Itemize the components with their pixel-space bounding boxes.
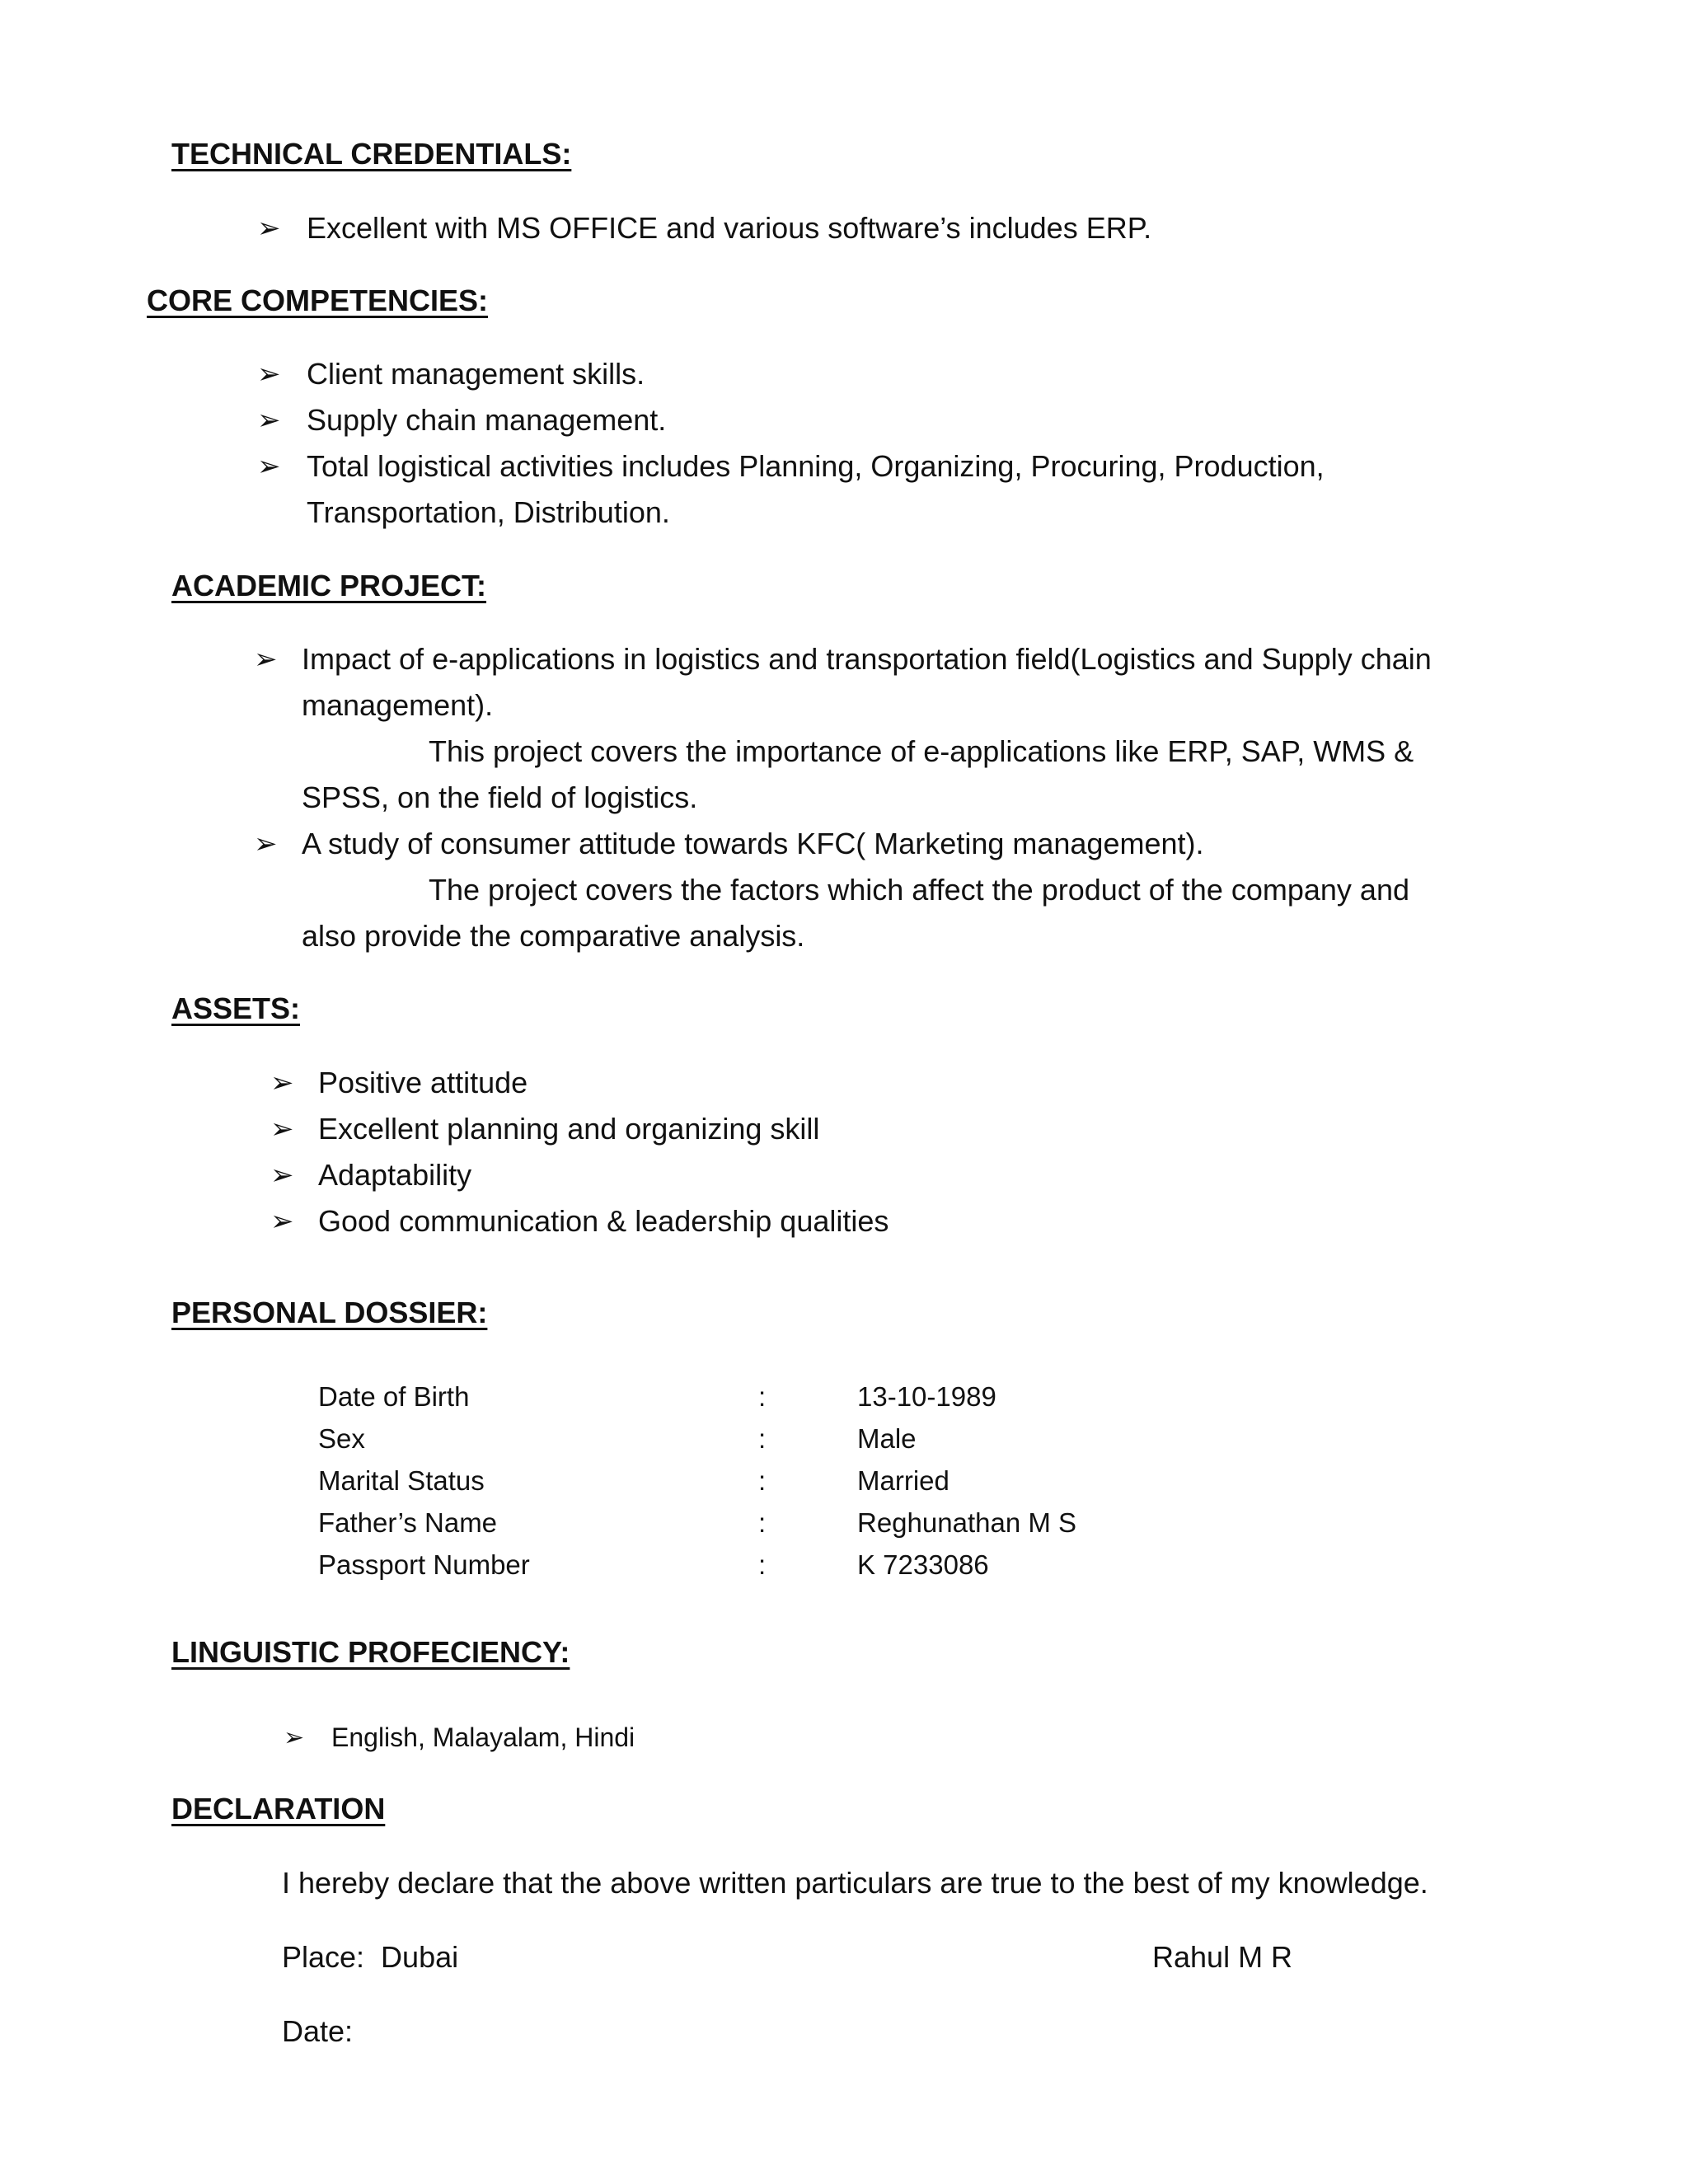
declaration-date: Date: — [282, 2014, 354, 2048]
asset-item: Adaptability — [318, 1158, 472, 1192]
arrow-bullet-icon: ➢ — [254, 828, 278, 860]
academic-project-description: The project covers the factors which affect the product of the company and — [429, 873, 1409, 907]
assets-heading: ASSETS: — [171, 991, 301, 1025]
language-list: English, Malayalam, Hindi — [331, 1722, 635, 1752]
asset-item: Positive attitude — [318, 1066, 528, 1099]
core-item-continued: Transportation, Distribution. — [307, 495, 670, 529]
dossier-separator: : — [758, 1465, 767, 1496]
dossier-label: Passport Number — [318, 1549, 530, 1580]
dossier-label: Father’s Name — [318, 1507, 498, 1538]
academic-project-title: Impact of e-applications in logistics and transportation field(Logistics and Supply chain — [302, 642, 1432, 676]
dossier-separator: : — [758, 1423, 767, 1454]
technical-credentials-heading: TECHNICAL CREDENTIALS: — [171, 137, 572, 171]
core-item: Client management skills. — [307, 357, 645, 391]
dossier-value: Reghunathan M S — [857, 1507, 1077, 1538]
academic-project-description-continued: also provide the comparative analysis. — [302, 919, 805, 953]
signatory-name: Rahul M R — [1152, 1940, 1293, 1974]
arrow-bullet-icon: ➢ — [270, 1206, 294, 1237]
asset-item: Good communication & leadership qualities — [318, 1204, 889, 1238]
arrow-bullet-icon: ➢ — [284, 1724, 305, 1751]
arrow-bullet-icon: ➢ — [257, 359, 281, 390]
linguistic-proficiency-heading: LINGUISTIC PROFECIENCY: — [171, 1635, 570, 1669]
academic-project-title-continued: management). — [302, 688, 494, 722]
dossier-label: Sex — [318, 1423, 365, 1454]
declaration-heading: DECLARATION — [171, 1792, 386, 1825]
arrow-bullet-icon: ➢ — [270, 1113, 294, 1145]
dossier-value: K 7233086 — [857, 1549, 989, 1580]
arrow-bullet-icon: ➢ — [270, 1067, 294, 1099]
dossier-label: Date of Birth — [318, 1381, 470, 1412]
arrow-bullet-icon: ➢ — [257, 405, 281, 436]
dossier-separator: : — [758, 1381, 767, 1412]
arrow-bullet-icon: ➢ — [270, 1160, 294, 1191]
arrow-bullet-icon: ➢ — [254, 644, 278, 675]
dossier-value: Married — [857, 1465, 950, 1496]
arrow-bullet-icon: ➢ — [257, 213, 281, 244]
arrow-bullet-icon: ➢ — [257, 451, 281, 482]
dossier-separator: : — [758, 1507, 767, 1538]
technical-item: Excellent with MS OFFICE and various software’s includes ERP. — [307, 211, 1152, 245]
dossier-label: Marital Status — [318, 1465, 485, 1496]
personal-dossier-heading: PERSONAL DOSSIER: — [171, 1296, 488, 1329]
asset-item: Excellent planning and organizing skill — [318, 1112, 820, 1146]
dossier-value: Male — [857, 1423, 917, 1454]
academic-project-title: A study of consumer attitude towards KFC( Marketing management). — [302, 827, 1204, 860]
core-competencies-heading: CORE COMPETENCIES: — [147, 284, 489, 317]
core-item: Supply chain management. — [307, 403, 667, 437]
dossier-value: 13-10-1989 — [857, 1381, 996, 1412]
dossier-separator: : — [758, 1549, 767, 1580]
core-item: Total logistical activities includes Planning, Organizing, Procuring, Production, — [307, 449, 1325, 483]
academic-project-description: This project covers the importance of e-applications like ERP, SAP, WMS & — [429, 734, 1414, 768]
academic-project-description-continued: SPSS, on the field of logistics. — [302, 780, 698, 814]
declaration-text: I hereby declare that the above written particulars are true to the best of my knowledge. — [282, 1866, 1428, 1900]
declaration-place: Place: Dubai — [282, 1940, 459, 1974]
academic-project-heading: ACADEMIC PROJECT: — [171, 569, 487, 602]
